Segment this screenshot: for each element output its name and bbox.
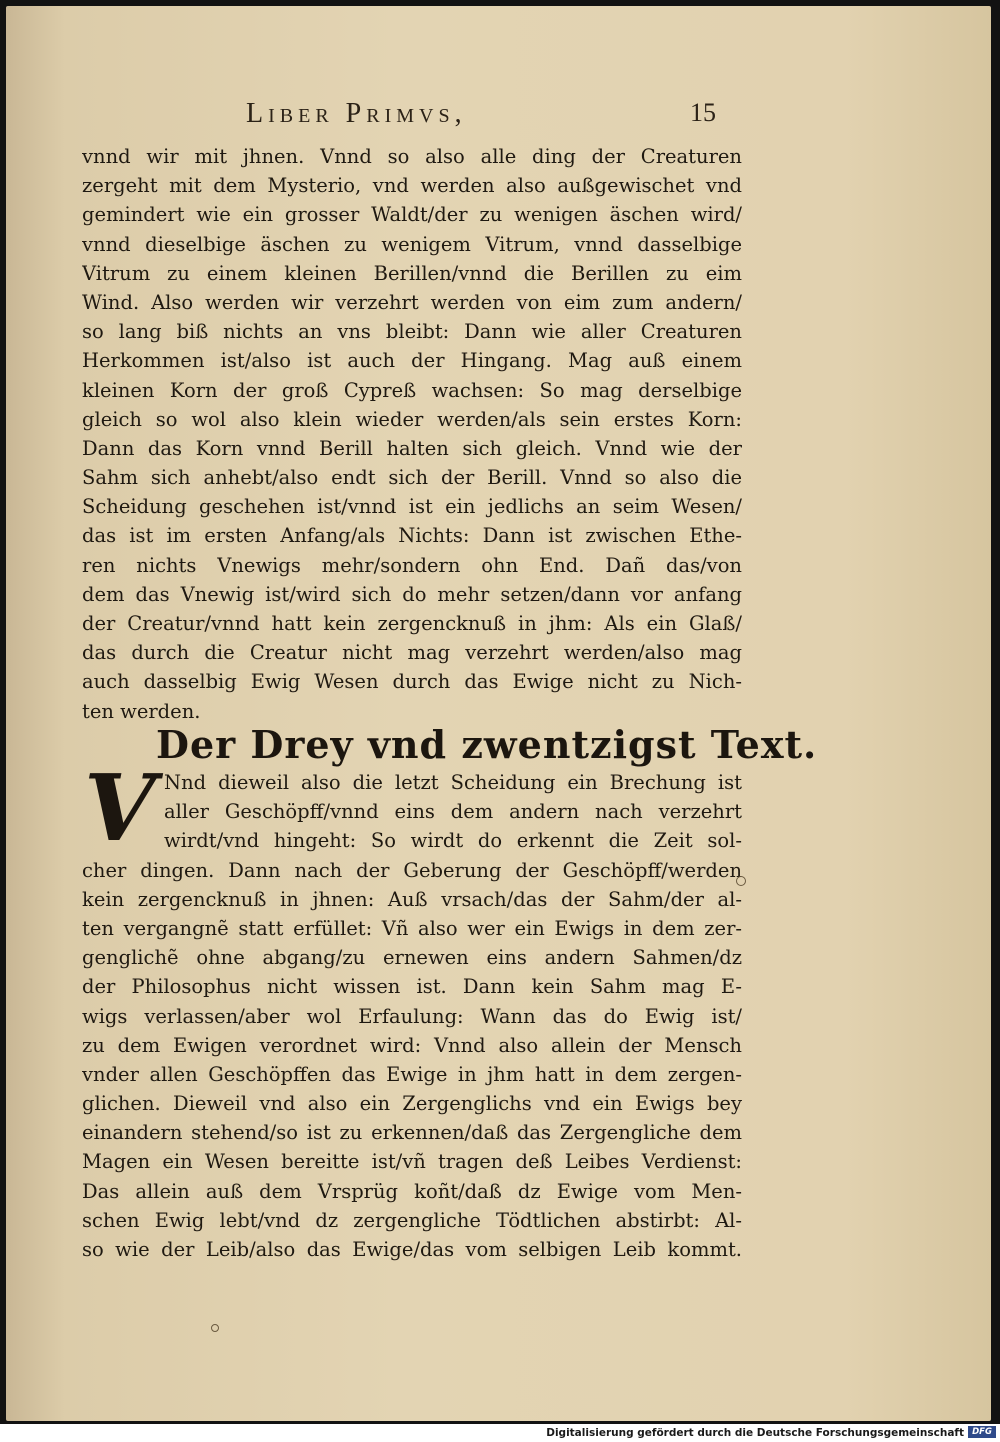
drop-cap-initial: V: [84, 754, 156, 862]
text-line: dem das Vnewig ist/wird sich do mehr setzen/dann vor anfang: [82, 582, 742, 606]
body-text-block: [82, 142, 742, 726]
text-line: Herkommen ist/also ist auch der Hingang. Mag auß einem: [82, 349, 742, 373]
text-line: kein zergencknuß in jhnen: Auß vrsach/das der Sahm/der al-: [82, 887, 742, 911]
text-line: genglichẽ ohne abgang/zu ernewen eins andern Sahmen/dz: [82, 946, 742, 970]
text-line: vnder allen Geschöpffen das Ewige in jhm hatt in dem zergen-: [82, 1062, 742, 1086]
text-line: schen Ewig lebt/vnd dz zergengliche Tödtlichen abstirbt: Al-: [82, 1208, 742, 1232]
text-line: ten vergangnẽ statt erfüllet: Vñ also wer ein Ewigs in dem zer-: [82, 916, 742, 940]
text-line: so wie der Leib/also das Ewige/das vom selbigen Leib kommt.: [82, 1238, 742, 1261]
ink-speck: [211, 1324, 219, 1332]
text-line: kleinen Korn der groß Cypreß wachsen: So mag derselbige: [82, 378, 742, 402]
text-line: wirdt/vnd hingeht: So wirdt do erkennt die Zeit sol-: [164, 829, 742, 853]
book-page: [6, 6, 991, 1421]
dfg-logo-icon: DFG: [968, 1426, 996, 1438]
text-line: vnnd dieselbige äschen zu wenigem Vitrum, vnnd dasselbige: [82, 232, 742, 256]
text-line: der Creatur/vnnd hatt kein zergencknuß in jhm: Als ein Glaß/: [82, 612, 742, 635]
text-line: so lang biß nichts an vns bleibt: Dann wie aller Creaturen: [82, 320, 742, 344]
text-line: gemindert wie ein grosser Waldt/der zu wenigen äschen wird/: [82, 203, 742, 227]
text-line: einandern stehend/so ist zu erkennen/daß das Zergengliche dem: [82, 1121, 742, 1145]
text-line: das ist im ersten Anfang/als Nichts: Dann ist zwischen Ethe-: [82, 524, 742, 548]
text-line: Dann das Korn vnnd Berill halten sich gleich. Vnnd wie der: [82, 436, 742, 460]
page-number: 15: [690, 98, 716, 127]
funding-credit: Digitalisierung gefördert durch die Deutsche Forschungsgemeinschaft: [546, 1427, 964, 1439]
text-line: zu dem Ewigen verordnet wird: Vnnd also allein der Mensch: [82, 1033, 742, 1057]
text-line: ren nichts Vnewigs mehr/sondern ohn End. Dañ das/von: [82, 553, 742, 577]
text-line: auch dasselbig Ewig Wesen durch das Ewige nicht zu Nich-: [82, 670, 742, 694]
text-line: Sahm sich anhebt/also endt sich der Berill. Vnnd so also die: [82, 466, 742, 490]
text-line: wigs verlassen/aber wol Erfaulung: Wann das do Ewig ist/: [82, 1004, 742, 1028]
section-heading: Der Drey vnd zwentzigst Text.: [156, 722, 818, 767]
text-line: cher dingen. Dann nach der Geberung der Geschöpff/werden: [82, 858, 742, 882]
text-line: vnnd wir mit jhnen. Vnnd so also alle ding der Creaturen: [82, 145, 742, 168]
text-line: Vitrum zu einem kleinen Berillen/vnnd die Berillen zu eim: [82, 261, 742, 285]
text-line: glichen. Dieweil vnd also ein Zergenglichs vnd ein Ewigs bey: [82, 1092, 742, 1116]
ink-speck: [736, 876, 746, 886]
text-line: aller Geschöpff/vnnd eins dem andern nach verzehrt: [164, 800, 742, 824]
text-line: der Philosophus nicht wissen ist. Dann kein Sahm mag E-: [82, 975, 742, 999]
text-line: gleich so wol also klein wieder werden/als sein erstes Korn:: [82, 407, 742, 431]
page-content: [6, 6, 991, 1421]
text-line: Das allein auß dem Vrsprüg koñt/daß dz Ewige vom Men-: [82, 1179, 742, 1203]
text-line: zergeht mit dem Mysterio, vnd werden also außgewischet vnd: [82, 174, 742, 198]
text-line: das durch die Creatur nicht mag verzehrt werden/also mag: [82, 641, 742, 665]
section-text-block: [82, 768, 742, 1264]
text-line: Wind. Also werden wir verzehrt werden von eim zum andern/: [82, 290, 742, 314]
text-line: Nnd dieweil also die letzt Scheidung ein Brechung ist: [164, 771, 742, 794]
text-line: Magen ein Wesen bereitte ist/vñ tragen deß Leibes Verdienst:: [82, 1150, 742, 1174]
text-line: Scheidung geschehen ist/vnnd ist ein jedlichs an seim Wesen/: [82, 495, 742, 519]
running-title: Liber Primvs,: [246, 98, 467, 129]
text-line: ten werden.: [82, 699, 201, 723]
